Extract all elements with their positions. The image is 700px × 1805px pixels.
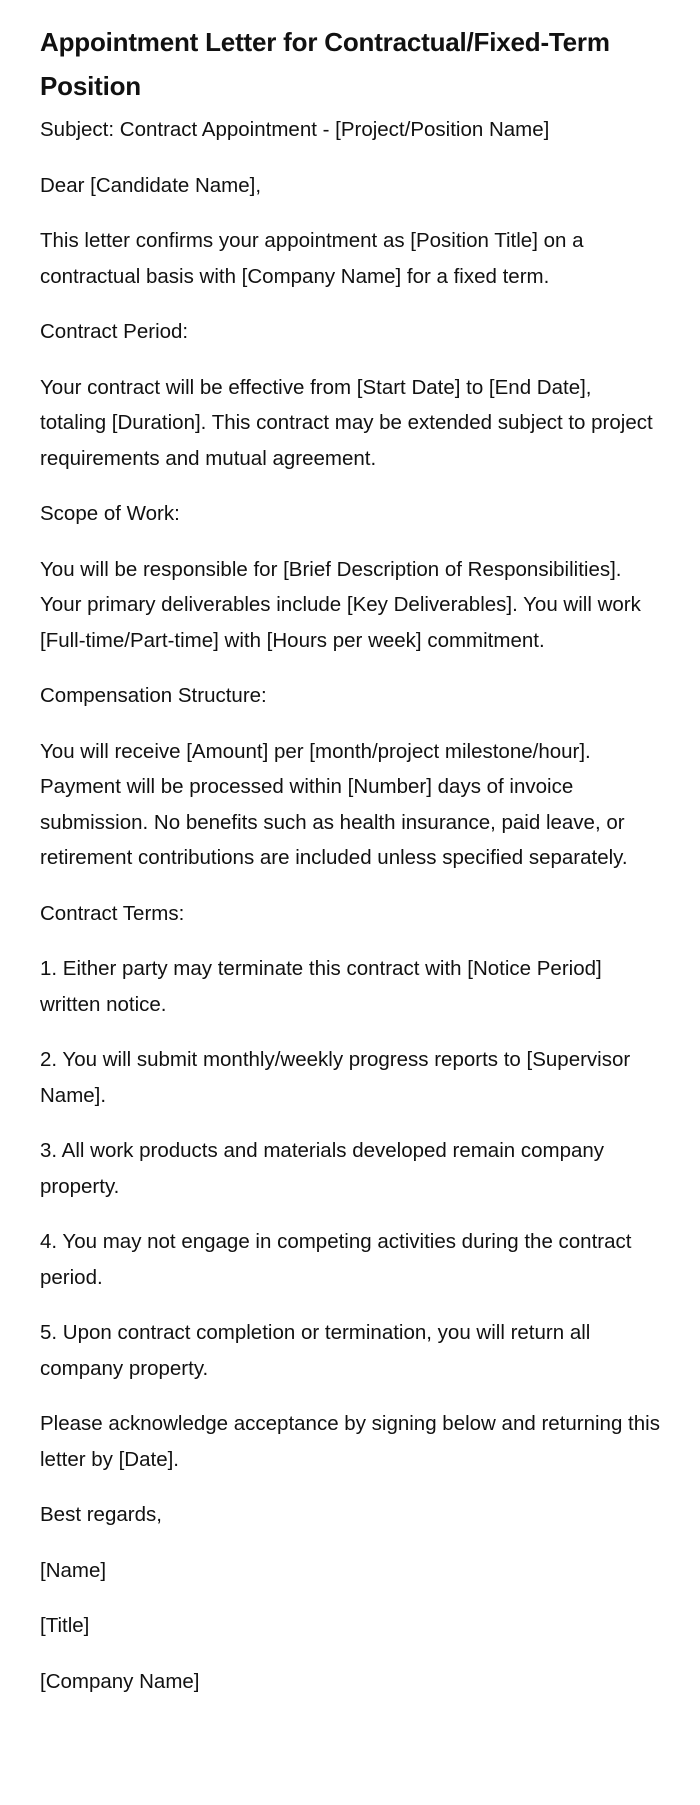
term-item-5: 5. Upon contract completion or termination, you will return all company property.: [40, 1321, 591, 1380]
section-body-compensation: You will receive [Amount] per [month/project milestone/hour]. Payment will be processed within [Number] days of invoice submission. No benefits such as health insurance, paid leave, or retirement contributions are included unless specified separately.: [40, 739, 628, 869]
signature-company: [Company Name]: [40, 1669, 200, 1693]
signature-name: [Name]: [40, 1558, 107, 1582]
terms-heading: Contract Terms:: [40, 901, 185, 925]
term-item-2: 2. You will submit monthly/weekly progress reports to [Supervisor Name].: [40, 1048, 631, 1107]
subject-line: Subject: Contract Appointment - [Project/Position Name]: [40, 118, 550, 141]
intro-paragraph: This letter confirms your appointment as [Position Title] on a contractual basis with [Company Name] for a fixed term.: [40, 229, 584, 288]
section-body-contract-period: Your contract will be effective from [Start Date] to [End Date], totaling [Duration]. This contract may be extended subject to project requirements and mutual agreement.: [40, 375, 653, 470]
section-body-scope-of-work: You will be responsible for [Brief Description of Responsibilities]. Your primary deliverables include [Key Deliverables]. You will work [Full-time/Part-time] with [Hours per week] commitment.: [40, 557, 641, 652]
section-heading-scope-of-work: Scope of Work:: [40, 502, 180, 525]
term-item-4: 4. You may not engage in competing activities during the contract period.: [40, 1230, 632, 1289]
term-item-1: 1. Either party may terminate this contract with [Notice Period] written notice.: [40, 957, 602, 1016]
term-item-3: 3. All work products and materials developed remain company property.: [40, 1139, 605, 1198]
signature-title: [Title]: [40, 1614, 90, 1637]
section-heading-compensation: Compensation Structure:: [40, 684, 267, 707]
salutation: Dear [Candidate Name],: [40, 173, 262, 197]
signoff: Best regards,: [40, 1503, 162, 1526]
document-title: Appointment Letter for Contractual/Fixed-Term Position: [40, 27, 610, 101]
closing-request: Please acknowledge acceptance by signing below and returning this letter by [Date].: [40, 1412, 660, 1471]
section-heading-contract-period: Contract Period:: [40, 320, 189, 343]
